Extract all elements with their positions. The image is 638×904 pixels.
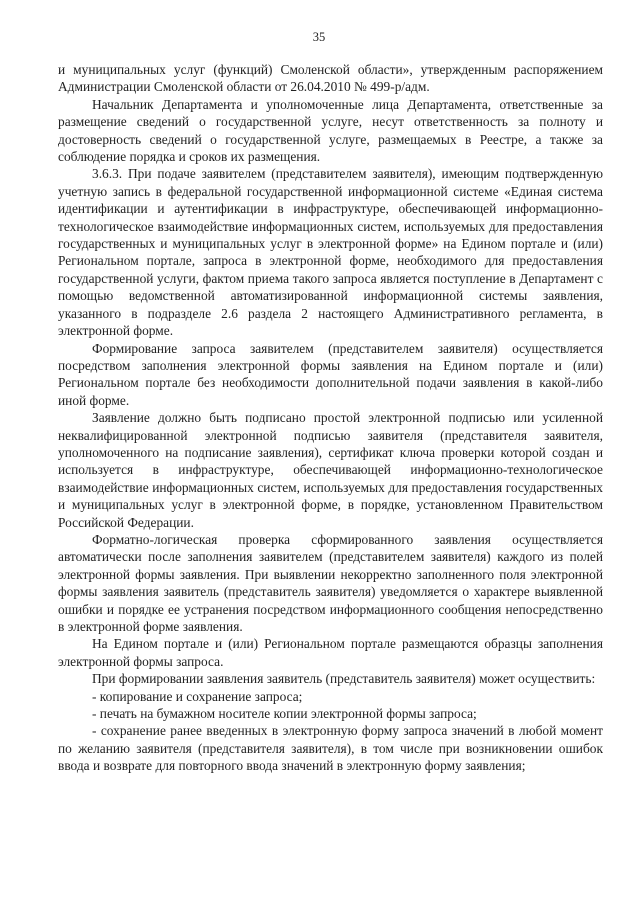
page-number: 35 (312, 30, 326, 44)
paragraph-format-check: Форматно-логическая проверка сформированного заявления осуществляется автоматически после заполнения заявителем (представителем заявителя) каждого из полей электронной формы заявления. При выявлении некорректно заполненного поля электронной формы заявления заявитель (представитель заявителя) уведомляется о характере выявленной ошибки и порядке ее устранения посредством информационного сообщения непосредственно в электронной форме заявления. (58, 531, 603, 634)
paragraph-responsibility: Начальник Департамента и уполномоченные лица Департамента, ответственные за размещение сведений о государственной услуге, несут ответственность за полноту и достоверность сведений о государственной услуге, размещаемых в Реестре, а также за соблюдение порядка и сроков их размещения. (58, 96, 603, 165)
document-body (58, 61, 603, 775)
list-item: - печать на бумажном носителе копии электронной формы запроса; (92, 706, 477, 722)
paragraph-signature: Заявление должно быть подписано простой электронной подписью или усиленной неквалифицированной электронной подписью заявителя (представителя заявителя, уполномоченного на подписание заявления), сертификат ключа проверки которой создан и используется в инфраструктуре, обеспечивающей информационно-технологическое взаимодействие информационных систем, используемых для предоставления государственных и муниципальных услуг в электронной форме, в порядке, установленном Правительством Российской Федерации. (58, 410, 603, 530)
paragraph-samples: На Едином портале и (или) Региональном портале размещаются образцы заполнения электронной формы запроса. (58, 636, 603, 669)
paragraph-applicant-can: При формировании заявления заявитель (представитель заявителя) может осуществить: (92, 671, 596, 687)
list-item: - копирование и сохранение запроса; (92, 688, 303, 704)
paragraph-3-6-3: 3.6.3. При подаче заявителем (представителем заявителя), имеющим подтвержденную учетную запись в федеральной государственной информационной системе «Единая система идентификации и аутентификации в инфраструктуре, обеспечивающей информационно-технологическое взаимодействие информационных систем, используемых для предоставления государственных и муниципальных услуг в электронной форме» на Едином портале и (или) Региональном портале, запроса в электронной форме, необходимого для предоставления государственной услуги, фактом приема такого запроса является поступление в Департамент с помощью ведомственной автоматизированной информационной системы заявления, указанного в подразделе 2.6 раздела 2 настоящего Административного регламента, в электронной форме. (58, 166, 603, 339)
list-item: - сохранение ранее введенных в электронную форму запроса значений в любой момент по желанию заявителя (представителя заявителя), в том числе при возникновении ошибок ввода и возврате для повторного ввода значений в электронную форму заявления; (58, 723, 603, 774)
paragraph-continuation: и муниципальных услуг (функций) Смоленской области», утвержденным распоряжением Администрации Смоленской области от 26.04.2010 № 499-р/адм. (58, 62, 603, 95)
paragraph-request-formation: Формирование запроса заявителем (представителем заявителя) осуществляется посредством заполнения электронной формы заявления на Едином портале и (или) Региональном портале без необходимости дополнительной подачи заявления в какой-либо иной форме. (58, 340, 603, 408)
